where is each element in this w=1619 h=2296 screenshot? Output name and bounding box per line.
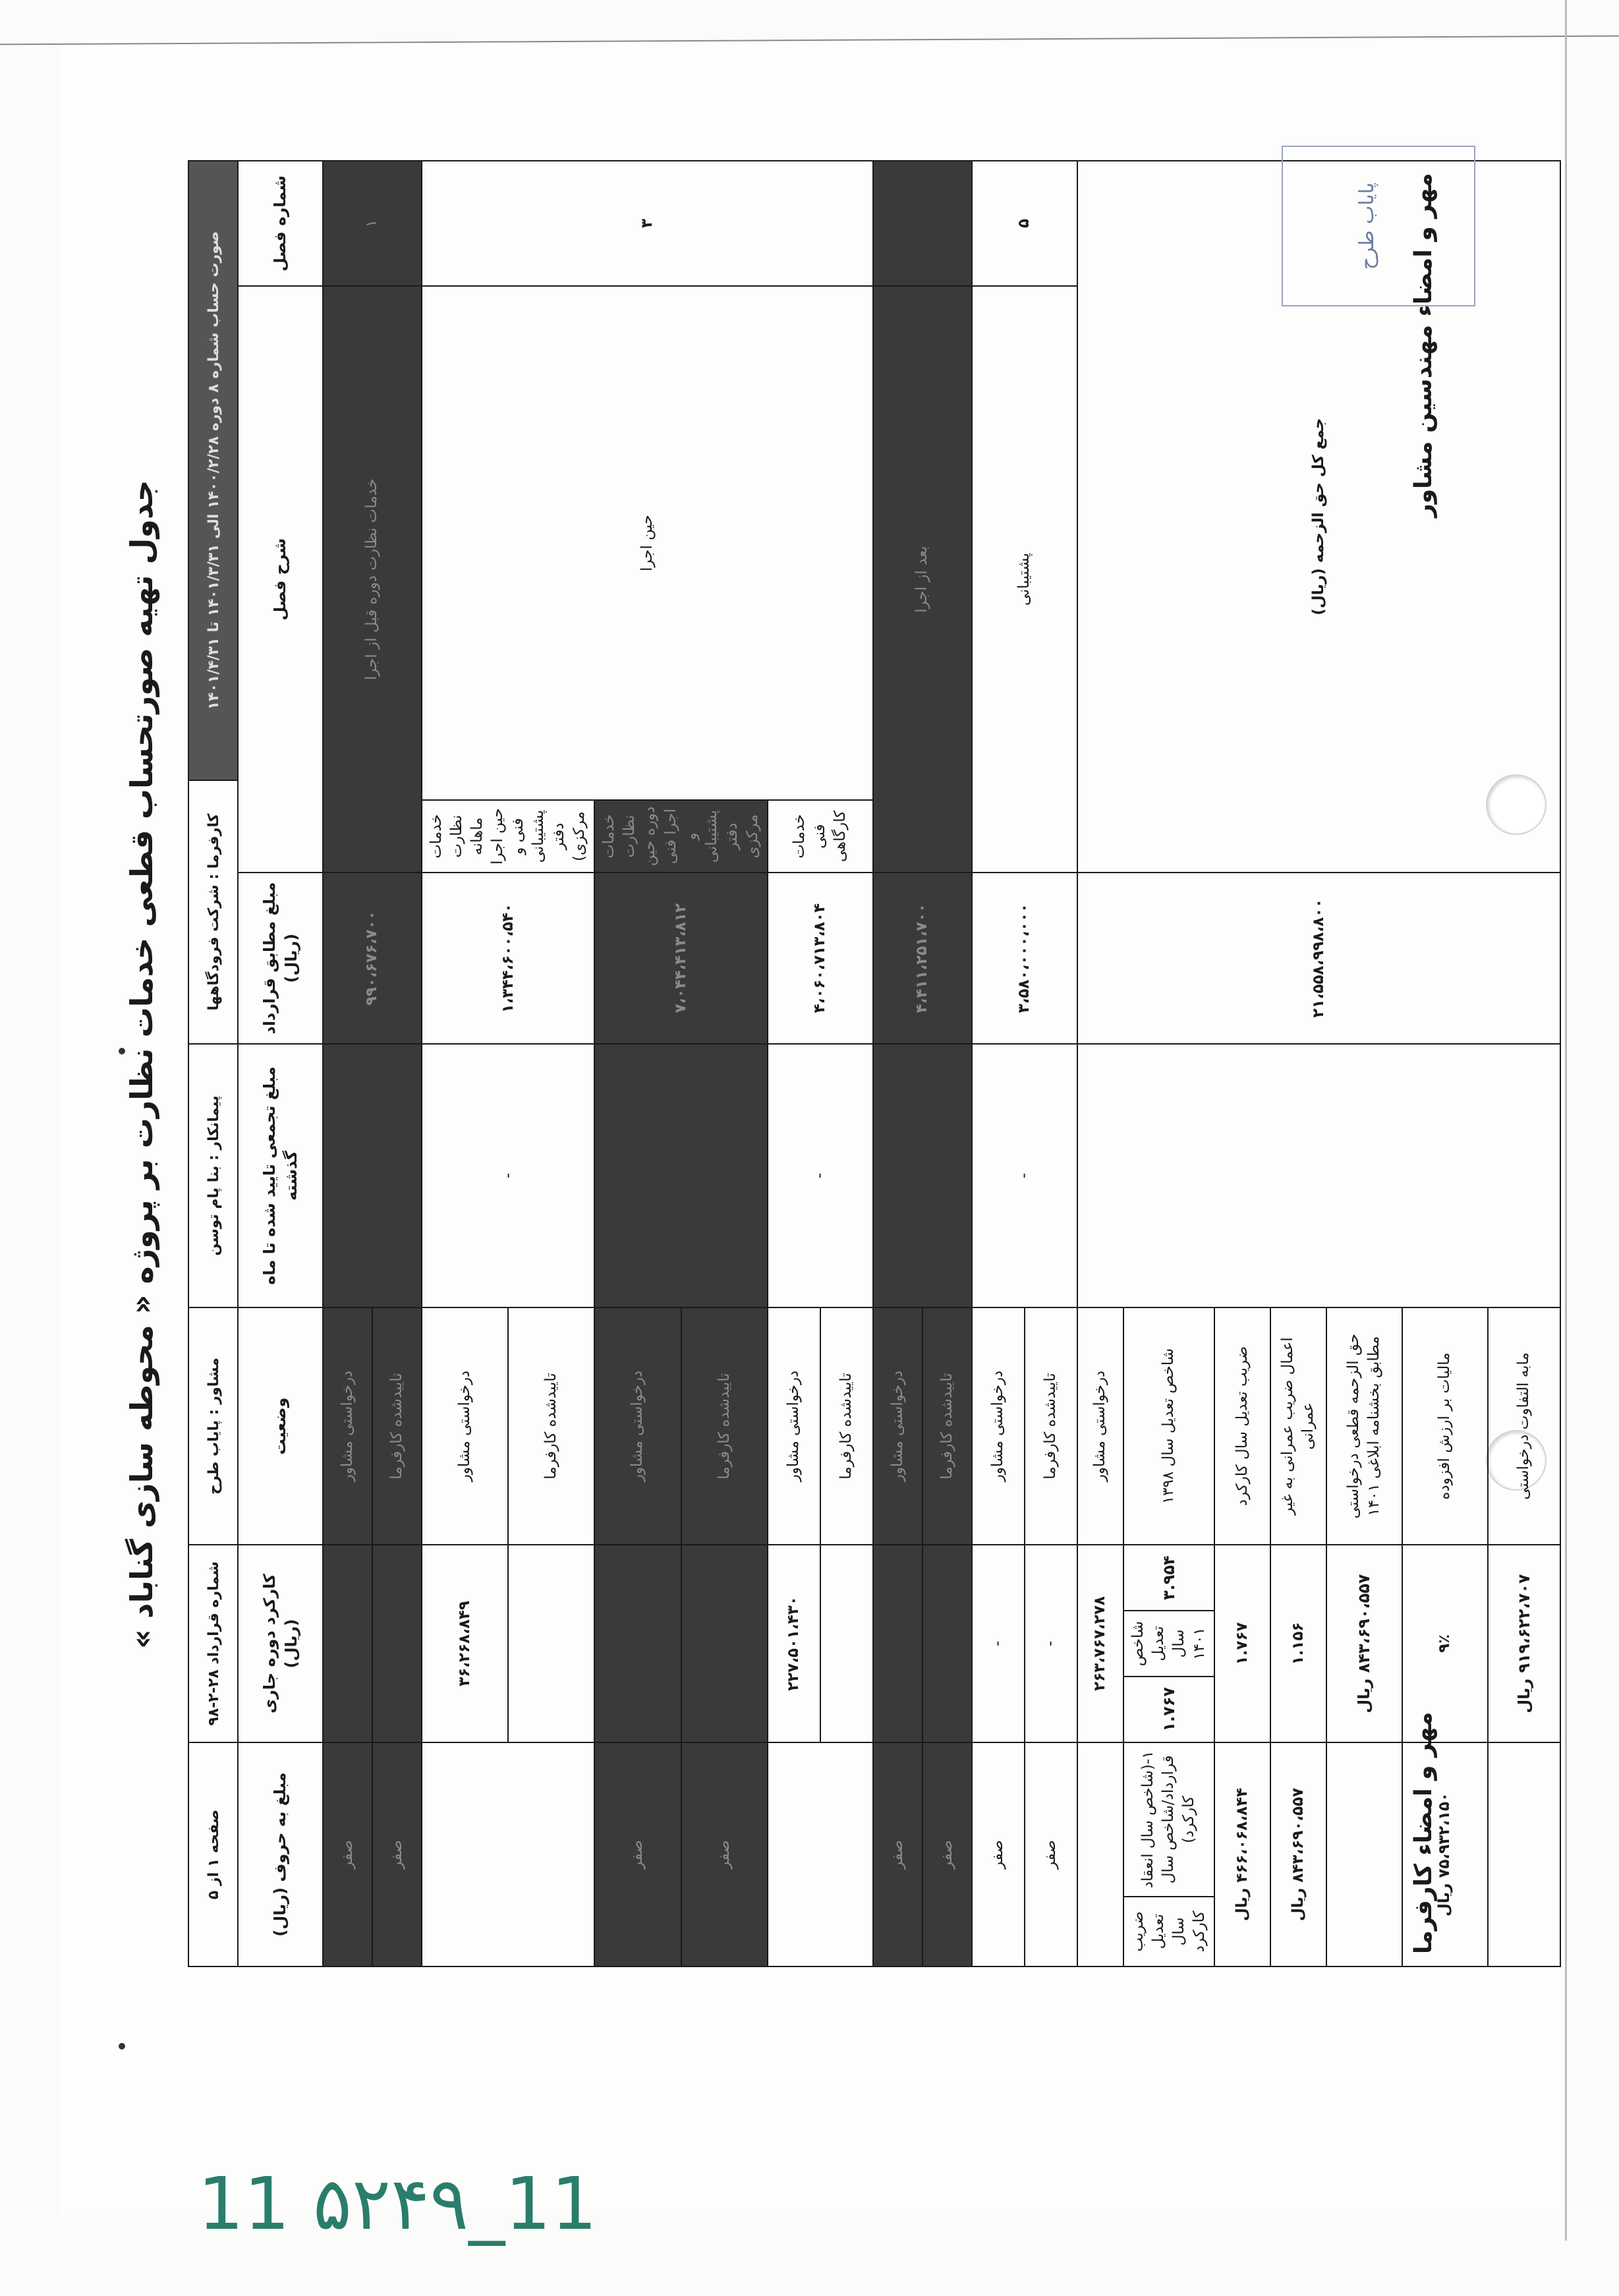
diff-value (1488, 1545, 1560, 1742)
consultant-signature: مهر و امضاء مهندسین مشاور (1410, 173, 1437, 517)
info-bar (188, 160, 241, 1967)
status-cell: درخواستی مشاور (422, 1307, 508, 1545)
col-current-work: کارکرد دوره جاری (ریال) (238, 1545, 323, 1742)
table-row (422, 161, 508, 1966)
table-row (323, 161, 372, 1966)
current-cell (323, 1545, 372, 1742)
contract-cell: ۷،۰۴۴،۴۱۳،۸۱۲ (594, 873, 767, 1044)
diff-value-number: ۹۱۹،۶۲۲،۷۰۷ (1514, 1574, 1533, 1673)
row-adj-amount (1214, 1742, 1270, 1966)
amount-letters-cell: صفر (873, 1742, 923, 1966)
cumulative-cell (594, 1044, 767, 1307)
description-cell: بعد از اجرا (873, 286, 972, 873)
adj-factor-label: ضریب تعدیل سال کارکرد (1129, 1910, 1208, 1953)
rial-unit: ریال (1436, 1883, 1454, 1917)
amount-letters-cell: صفر (594, 1742, 681, 1966)
grand-total-label: جمع کل حق الزحمه (ریال) (1077, 161, 1560, 873)
group-label-cell: حین اجرا (422, 286, 873, 800)
rial-unit: ریال (1514, 1678, 1533, 1713)
chapter-cell: ۱ (323, 161, 422, 286)
row-adj-label: ضریب تعدیل سال کارکرد (1214, 1307, 1270, 1545)
contract-cell: ۴،۴۱۱،۲۵۱،۷۰۰ (873, 873, 972, 1044)
employer-signature: مهر و امضاء کارفرما (1410, 1711, 1437, 1954)
contract-cell: ۴،۰۶۰،۷۱۳،۸۰۴ (768, 873, 873, 1044)
current-cell (873, 1545, 923, 1742)
consultant-name: مشاور : پایاب طرح (188, 1307, 240, 1545)
idx-1401-label: شاخص تعدیل سال ۱۴۰۱ (1124, 1611, 1214, 1676)
col-contract-amount: مبلغ مطابق قرارداد (ریال) (238, 873, 323, 1044)
amount-letters-cell (768, 1742, 873, 1966)
page-number: صفحه ۱ از ۵ (188, 1742, 240, 1966)
index-note: ۱-(شاخص سال انعقاد قرارداد/شاخص سال کارکرد) (1124, 1743, 1214, 1897)
fee-blank (1326, 1742, 1402, 1966)
table-row (972, 161, 1025, 1966)
handwritten-code: 11 ۵۲۴۹_11 (198, 2162, 598, 2246)
col-chapter-no: شماره فصل (238, 161, 323, 286)
amount-letters-cell (422, 1742, 594, 1966)
fee-amount-value: ۸۴۳،۶۹۰،۵۵۷ (1289, 1787, 1307, 1883)
chapter-cell (873, 161, 972, 286)
rial-unit: ریال (1233, 1887, 1251, 1922)
chapter-cell: ۳ (422, 161, 873, 286)
nonconst-label: اعمال ضریب عمرانی به غیر عمرانی (1270, 1307, 1326, 1545)
amount-letters-cell: صفر (972, 1742, 1025, 1966)
diff-blank (1488, 1742, 1560, 1966)
description-cell: پشتیبانی (972, 286, 1077, 873)
adj-factor-value: ۳.۹۵۴ (1124, 1545, 1214, 1611)
current-cell (508, 1545, 594, 1742)
employer-name: کارفرما : شرکت فرودگاهها (188, 780, 240, 1044)
status-cell: درخواستی مشاور (873, 1307, 923, 1545)
form-title: جدول تهیه صورتحساب قطعی خدمات نظارت بر پروژه « محوطه سازی گناباد » (124, 480, 159, 1649)
idx-1398-label: شاخص تعدیل سال ۱۳۹۸ (1123, 1307, 1214, 1545)
status-cell: درخواستی مشاور (768, 1307, 820, 1545)
idx-1401-value: ۱.۷۶۷ (1159, 1686, 1178, 1732)
diff-label: مابه التفاوت درخواستی (1488, 1307, 1560, 1545)
amount-letters-cell: صفر (681, 1742, 768, 1966)
status-cell: تاییدشده کارفرما (820, 1307, 873, 1545)
cumulative-cell: - (768, 1044, 873, 1307)
current-cell (681, 1545, 768, 1742)
stray-dot (119, 2043, 125, 2050)
status-cell: تاییدشده کارفرما (372, 1307, 422, 1545)
cumulative-cell (873, 1044, 972, 1307)
status-cell: درخواستی مشاور (323, 1307, 372, 1545)
vat-value: ۹٪ (1402, 1545, 1488, 1742)
row-adj-value: ۱.۷۶۷ (1214, 1545, 1270, 1742)
col-status: وضعیت (238, 1307, 323, 1545)
row-adj-amount-value: ۴۶۶،۰۶۸،۸۴۴ (1233, 1787, 1251, 1883)
status-cell: درخواستی مشاور (594, 1307, 681, 1545)
description-cell: خدمات نظارت ماهانه حین اجرا فنی و پشتیبانی دفتر مرکزی) (422, 800, 594, 873)
col-description: شرح فصل (238, 286, 323, 873)
vat-amount-value: ۷۵،۹۳۲،۱۵۰ (1436, 1792, 1454, 1878)
fee-table (237, 160, 1561, 1967)
status-cell: تاییدشده کارفرما (508, 1307, 594, 1545)
current-cell: ۳۶،۲۶۸،۸۴۹ (422, 1545, 508, 1742)
nonconst-amount (1270, 1742, 1326, 1966)
current-cell: - (972, 1545, 1025, 1742)
rial-unit: ریال (1289, 1887, 1307, 1922)
header-row (238, 161, 323, 1966)
current-cell (372, 1545, 422, 1742)
summary-blank (1077, 1742, 1123, 1966)
index-values-cell (1123, 1545, 1214, 1742)
amount-letters-cell: صفر (323, 1742, 372, 1966)
description-cell: خدمات نظارت دوره قبل از اجرا (323, 286, 422, 873)
status-cell: تاییدشده کارفرما (1025, 1307, 1077, 1545)
rial-unit: ریال (1355, 1678, 1374, 1713)
nonconst-value: ۱.۱۵۶ (1270, 1545, 1326, 1742)
contract-cell: ۹۹۰،۶۷۶،۷۰۰ (323, 873, 422, 1044)
status-cell: تاییدشده کارفرما (681, 1307, 768, 1545)
current-cell (923, 1545, 972, 1742)
page-fold-line (1565, 0, 1567, 2241)
current-cell (594, 1545, 681, 1742)
rotated-form (102, 161, 1533, 1967)
vat-label: مالیات بر ارزش افزوده (1402, 1307, 1488, 1545)
current-cell (820, 1545, 873, 1742)
status-cell: تاییدشده کارفرما (923, 1307, 972, 1545)
col-amount-letters: مبلغ به حروف (ریال) (238, 1742, 323, 1966)
chapter-cell: ۵ (972, 161, 1077, 286)
fee-label: حق الزحمه قطعی درخواستی مطابق بخشنامه ابلاغی ۱۴۰۱ (1326, 1307, 1402, 1545)
contract-cell: ۳،۵۸۰،۰۰۰،۰۰۰ (972, 873, 1077, 1044)
description-cell: خدمات نظارت دوره حین اجرا فنی و پشتیبانی دفتر مرکزی (594, 800, 767, 873)
table-row (873, 161, 923, 1966)
requested-value: ۲۶۳،۷۶۷،۲۷۸ (1077, 1545, 1123, 1742)
fee-value (1326, 1545, 1402, 1742)
amount-letters-cell: صفر (1025, 1742, 1077, 1966)
amount-letters-cell: صفر (372, 1742, 422, 1966)
summary-blank-cumulative (1077, 1044, 1560, 1307)
consultant-stamp (1282, 146, 1475, 306)
status-cell: درخواستی مشاور (972, 1307, 1025, 1545)
cumulative-cell (323, 1044, 422, 1307)
stamp-text: پایاب طرح (1355, 182, 1378, 270)
col-cumulative: مبلغ تجمعی تایید شده تا ماه گذشته (238, 1044, 323, 1307)
current-cell: ۲۲۷،۵۰۱،۴۳۰ (768, 1545, 820, 1742)
description-cell: خدمات فنی کارگاهی (768, 800, 873, 873)
current-cell: - (1025, 1545, 1077, 1742)
statement-period: صورت حساب شماره ۸ دوره ۱۴۰۰/۲/۲۸ الی ۱۴۰۱/۳/۳۱ تا ۱۴۰۱/۴/۳۱ (188, 161, 240, 780)
contract-cell: ۱،۳۴۴،۶۰۰،۵۴۰ (422, 873, 594, 1044)
contract-number: شماره قرارداد ۲۸-۲-۹۸ (188, 1545, 240, 1742)
fee-value-number: ۸۴۳،۶۹۰،۵۵۷ (1355, 1574, 1374, 1673)
contractor-name: پیمانکار : بنا پام توسن (188, 1044, 240, 1307)
cumulative-cell: - (972, 1044, 1077, 1307)
cumulative-cell: - (422, 1044, 594, 1307)
requested-label: درخواستی مشاور (1077, 1307, 1123, 1545)
index-cell (1123, 1742, 1214, 1966)
total-contract-value: ۲۱،۵۵۸،۹۹۸،۸۰۰ (1077, 873, 1560, 1044)
amount-letters-cell: صفر (923, 1742, 972, 1966)
summary-row (1077, 161, 1123, 1966)
